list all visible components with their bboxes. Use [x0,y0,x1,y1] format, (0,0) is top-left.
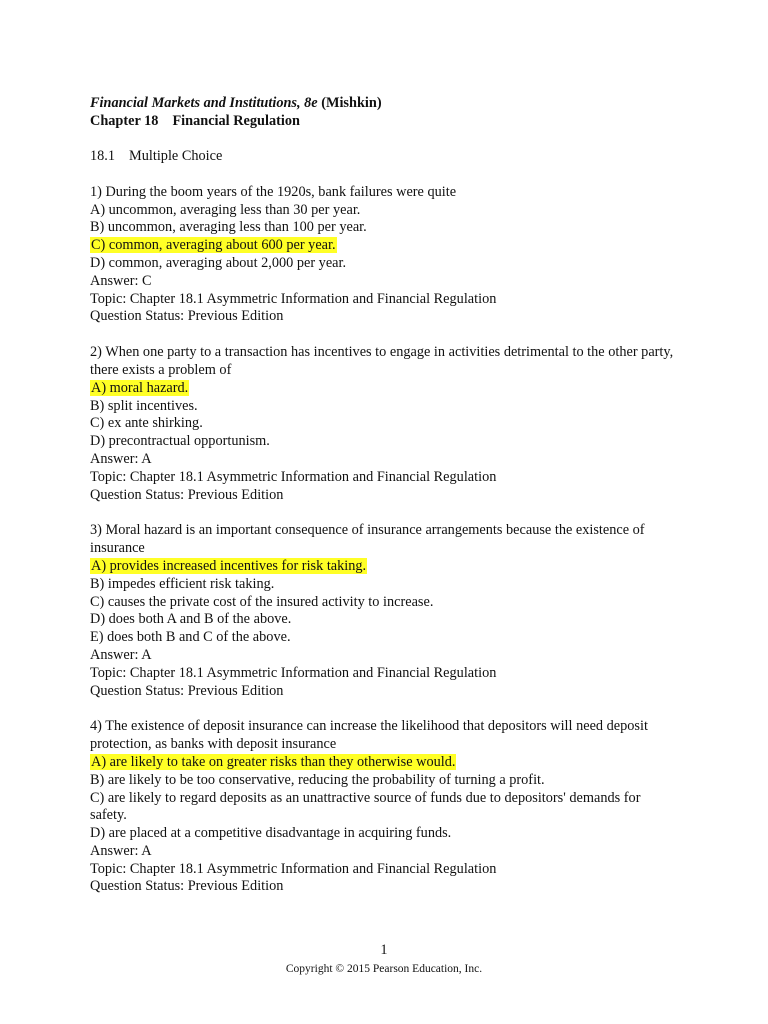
option-text: D) are placed at a competitive disadvantage in acquiring funds. [90,825,452,842]
question-answer: Answer: A [90,842,152,859]
highlighted-correct-option: C) common, averaging about 600 per year. [91,237,336,254]
section-heading [90,148,680,166]
question-status: Question Status: Previous Edition [90,682,284,699]
answer-option [90,629,680,647]
question-block [90,522,680,700]
option-text: E) does both B and C of the above. [90,629,291,646]
question-stem: 4) The existence of deposit insurance can increase the likelihood that depositors will need deposit protection, as banks with deposit insurance [90,718,648,753]
option-text: D) does both A and B of the above. [90,611,292,628]
copyright-notice: Copyright © 2015 Pearson Education, Inc. [285,963,483,975]
answer-option [90,825,680,843]
chapter-heading [90,112,680,130]
answer-option [90,576,680,594]
question-status: Question Status: Previous Edition [90,308,284,325]
question-stem: 2) When one party to a transaction has incentives to engage in activities detrimental to the other party, there exists a problem of [90,344,674,378]
question-answer: Answer: A [90,646,152,663]
option-text: C) causes the private cost of the insured activity to increase. [90,593,434,610]
section-number: 18.1 [90,148,116,164]
option-text: B) are likely to be too conservative, reducing the probability of turning a profit. [90,771,545,788]
question-answer: Answer: A [90,450,152,467]
option-text: A) uncommon, averaging less than 30 per year. [90,201,361,218]
answer-option [90,611,680,629]
book-title: Financial Markets and Institutions, 8e [90,95,318,111]
section-title: Multiple Choice [129,148,223,164]
question-topic: Topic: Chapter 18.1 Asymmetric Information and Financial Regulation [90,664,497,681]
question-list [90,184,680,896]
answer-option [90,594,680,612]
option-text: D) common, averaging about 2,000 per year. [90,254,347,271]
question-block [90,718,680,896]
question-block [90,184,680,326]
answer-option [90,398,680,416]
option-text: B) split incentives. [90,397,198,414]
question-status: Question Status: Previous Edition [90,878,284,895]
answer-option [90,754,680,772]
highlighted-correct-option: A) moral hazard. [91,379,189,396]
answer-option [90,790,680,826]
highlighted-correct-option: A) provides increased incentives for risk taking. [91,557,367,574]
question-topic: Topic: Chapter 18.1 Asymmetric Information and Financial Regulation [90,290,497,307]
highlighted-correct-option: A) are likely to take on greater risks than they otherwise would. [91,753,456,770]
page-number: 1 [380,942,388,958]
option-text: D) precontractual opportunism. [90,433,270,450]
question-status: Question Status: Previous Edition [90,486,284,503]
question-topic: Topic: Chapter 18.1 Asymmetric Information and Financial Regulation [90,468,497,485]
book-title-line [90,94,680,112]
chapter-title: Financial Regulation [172,113,300,129]
option-text: B) impedes efficient risk taking. [90,575,275,592]
answer-option [90,558,680,576]
question-block [90,344,680,504]
question-stem: 1) During the boom years of the 1920s, bank failures were quite [90,183,457,200]
question-answer: Answer: C [90,272,152,289]
answer-option [90,219,680,237]
option-text: C) are likely to regard deposits as an unattractive source of funds due to depositors' demands for safety. [90,789,641,824]
question-stem: 3) Moral hazard is an important consequence of insurance arrangements because the existence of insurance [90,522,645,557]
question-topic: Topic: Chapter 18.1 Asymmetric Information and Financial Regulation [90,860,497,877]
answer-option [90,202,680,220]
answer-option [90,255,680,273]
option-text: C) ex ante shirking. [90,415,203,432]
page-content [90,94,680,896]
option-text: B) uncommon, averaging less than 100 per year. [90,219,367,236]
answer-option [90,380,680,398]
book-author: (Mishkin) [317,95,382,111]
chapter-label: Chapter 18 [90,113,159,129]
answer-option [90,237,680,255]
answer-option [90,772,680,790]
answer-option [90,415,680,433]
answer-option [90,433,680,451]
